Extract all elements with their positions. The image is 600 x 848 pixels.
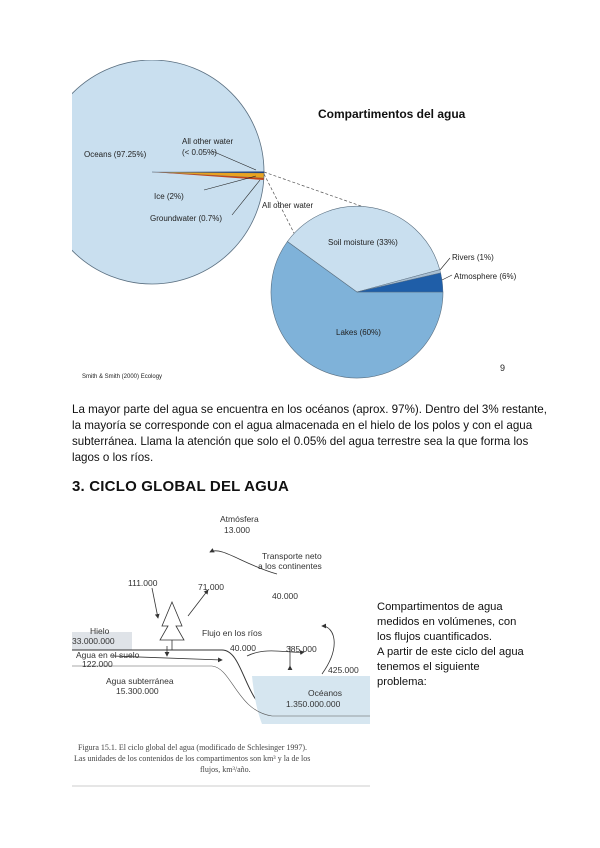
- net-transport-label-2: a los continentes: [258, 561, 322, 571]
- land-evap-value: 71.000: [198, 582, 224, 592]
- atmosphere-label: Atmosphere (6%): [454, 272, 517, 281]
- soil-water-value: 122.000: [82, 659, 113, 669]
- side-note-line: Compartimentos de agua: [377, 601, 503, 613]
- ice-value: 33.000.000: [72, 636, 115, 646]
- ice-label: Hielo: [90, 626, 110, 636]
- soil-water-label: Agua en el suelo: [76, 650, 140, 660]
- intro-paragraph: [72, 402, 547, 466]
- lakes-label: Lakes (60%): [336, 328, 381, 337]
- tree-icon: [160, 602, 184, 640]
- paragraph-line: lagos o los ríos.: [72, 451, 154, 464]
- other-water-pct-label: (< 0.05%): [182, 148, 217, 157]
- ocean-value: 1.350.000.000: [286, 699, 341, 709]
- side-note-line: los flujos cuantificados.: [377, 631, 493, 643]
- side-note-line: medidos en volúmenes, con: [377, 616, 517, 628]
- ocean-precip-value: 385.000: [286, 644, 317, 654]
- groundwater-value: 15.300.000: [116, 686, 159, 696]
- side-note-line: tenemos el siguiente: [377, 661, 480, 673]
- side-note-line: problema:: [377, 676, 427, 688]
- side-note: [377, 600, 537, 690]
- section-heading: 3. CICLO GLOBAL DEL AGUA: [72, 478, 290, 495]
- oceans-label: Oceans (97.25%): [84, 150, 147, 159]
- zoom-title-label: All other water: [262, 201, 314, 210]
- figure-source: Smith & Smith (2000) Ecology: [82, 374, 163, 380]
- land-precip-value: 111.000: [128, 578, 158, 588]
- atmosphere-label: Atmósfera: [220, 514, 259, 524]
- figure-title: Compartimentos del agua: [318, 107, 466, 121]
- ice-label: Ice (2%): [154, 192, 184, 201]
- groundwater-label: Agua subterránea: [106, 676, 174, 686]
- paragraph-line: La mayor parte del agua se encuentra en los océanos (aprox. 97%). Dentro del 3% restante,: [72, 403, 547, 416]
- soil-moisture-label: Soil moisture (33%): [328, 238, 398, 247]
- groundwater-label: Groundwater (0.7%): [150, 214, 223, 223]
- river-flow-label: Flujo en los ríos: [202, 628, 262, 638]
- paragraph-line: subterránea. Llama la atención que solo el 0.05% del agua terrestre sea la que forma los: [72, 435, 529, 448]
- net-transport-value: 40.000: [272, 591, 298, 601]
- atmosphere-value: 13.000: [224, 525, 250, 535]
- water-cycle-figure: [72, 506, 370, 788]
- figure-caption-1: Figura 15.1. El ciclo global del agua (modificado de Schlesinger 1997).: [78, 743, 308, 752]
- ocean-label: Océanos: [308, 688, 343, 698]
- slide-page-number: 9: [500, 363, 506, 373]
- figure-caption-3: flujos, km³/año.: [200, 765, 251, 774]
- rivers-label: Rivers (1%): [452, 253, 494, 262]
- net-transport-label: Transporte neto: [262, 551, 322, 561]
- figure-caption-2: Las unidades de los contenidos de los compartimentos son km³ y la de los: [74, 754, 311, 763]
- other-water-label: All other water: [182, 137, 234, 146]
- side-note-line: A partir de este ciclo del agua: [377, 646, 524, 658]
- paragraph-line: la mayoría se corresponde con el agua almacenada en el hielo de los polos y con el agua: [72, 419, 533, 432]
- ocean-evap-value: 425.000: [328, 665, 359, 675]
- river-flow-value: 40.000: [230, 643, 256, 653]
- water-compartments-figure: [72, 60, 542, 390]
